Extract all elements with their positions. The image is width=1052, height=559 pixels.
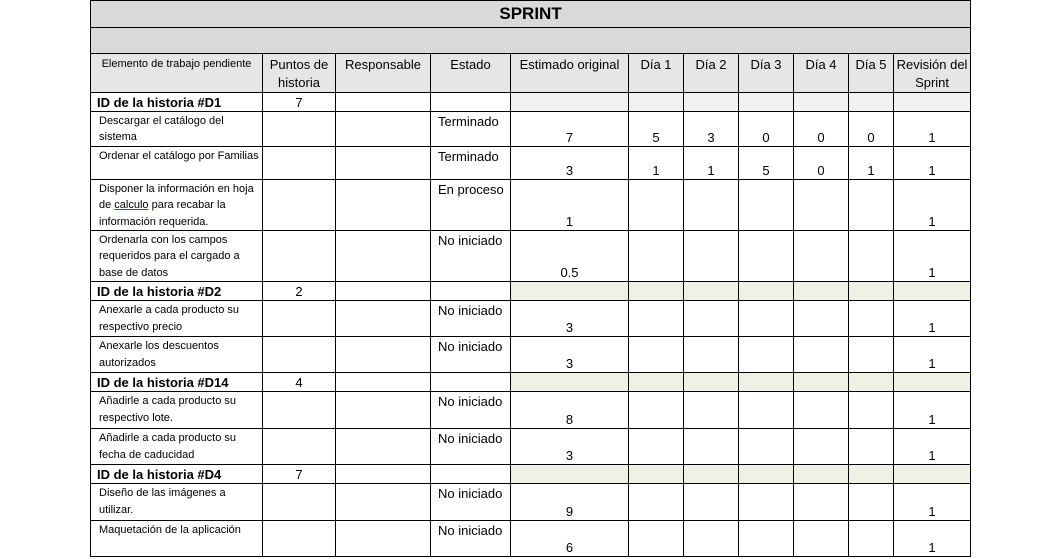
header-dia4: Día 4	[794, 54, 849, 93]
task-description: Ordenarla con los campos requeridos para el cargado a base de datos	[91, 231, 263, 282]
story-id: ID de la historia #D14	[91, 373, 263, 392]
task-dia-5	[849, 337, 894, 373]
task-dia-2: 3	[684, 112, 739, 147]
task-estado: No iniciado	[431, 429, 511, 465]
story-shaded-cell	[894, 465, 971, 484]
story-estado	[431, 282, 511, 301]
task-dia-3	[739, 337, 794, 373]
blank-band	[91, 28, 971, 54]
task-dia-3: 0	[739, 112, 794, 147]
task-dia-5	[849, 301, 894, 337]
task-dia-5: 1	[849, 146, 894, 179]
task-row	[91, 521, 971, 557]
task-dia-3	[739, 392, 794, 429]
story-points: 2	[263, 282, 336, 301]
header-row	[91, 54, 971, 93]
task-description-text: para recabar la información requerida.	[99, 199, 226, 228]
story-shaded-cell	[629, 282, 684, 301]
header-estimado: Estimado original	[511, 54, 629, 93]
task-estimado: 7	[511, 112, 629, 147]
task-dia-4: 0	[794, 112, 849, 147]
task-row	[91, 337, 971, 373]
task-points	[263, 392, 336, 429]
task-dia-1	[629, 484, 684, 521]
story-shaded-cell	[684, 282, 739, 301]
task-dia-3	[739, 521, 794, 557]
task-estimado: 3	[511, 337, 629, 373]
task-dia-3	[739, 231, 794, 282]
task-description: Ordenar el catálogo por Familias	[91, 146, 263, 179]
story-shaded-cell	[739, 373, 794, 392]
task-responsable	[336, 521, 431, 557]
task-dia-2	[684, 301, 739, 337]
header-responsable: Responsable	[336, 54, 431, 93]
task-revision: 1	[894, 179, 971, 230]
task-revision: 1	[894, 301, 971, 337]
story-shaded-cell	[794, 465, 849, 484]
task-estado: No iniciado	[431, 521, 511, 557]
task-description: Anexarle los descuentos autorizados	[91, 337, 263, 373]
story-points: 4	[263, 373, 336, 392]
task-description: Anexarle a cada producto su respectivo precio	[91, 301, 263, 337]
task-revision: 1	[894, 521, 971, 557]
task-points	[263, 146, 336, 179]
story-shaded-cell	[849, 93, 894, 112]
sprint-title: SPRINT	[91, 1, 971, 28]
task-dia-2	[684, 231, 739, 282]
task-dia-2	[684, 179, 739, 230]
task-dia-5	[849, 231, 894, 282]
task-estado: En proceso	[431, 179, 511, 230]
task-responsable	[336, 429, 431, 465]
task-revision: 1	[894, 484, 971, 521]
task-points	[263, 112, 336, 147]
task-row	[91, 301, 971, 337]
task-dia-1: 1	[629, 146, 684, 179]
task-responsable	[336, 392, 431, 429]
story-responsable	[336, 373, 431, 392]
task-dia-4	[794, 231, 849, 282]
header-dia2: Día 2	[684, 54, 739, 93]
task-dia-1	[629, 392, 684, 429]
story-points: 7	[263, 93, 336, 112]
task-estimado: 3	[511, 146, 629, 179]
task-dia-2	[684, 521, 739, 557]
task-dia-2	[684, 392, 739, 429]
story-estado	[431, 373, 511, 392]
task-dia-1	[629, 429, 684, 465]
task-description: Maquetación de la aplicación	[91, 521, 263, 557]
story-shaded-cell	[629, 93, 684, 112]
task-dia-2	[684, 337, 739, 373]
task-dia-1: 5	[629, 112, 684, 147]
task-points	[263, 301, 336, 337]
story-shaded-cell	[684, 465, 739, 484]
task-points	[263, 337, 336, 373]
story-shaded-cell	[894, 373, 971, 392]
task-dia-5	[849, 484, 894, 521]
task-description: Añadirle a cada producto su respectivo lote.	[91, 392, 263, 429]
task-estado: No iniciado	[431, 337, 511, 373]
task-estado: Terminado	[431, 112, 511, 147]
task-row	[91, 112, 971, 147]
header-elemento: Elemento de trabajo pendiente	[91, 54, 263, 93]
header-revision: Revisión del Sprint	[894, 54, 971, 93]
task-responsable	[336, 146, 431, 179]
story-shaded-cell	[794, 93, 849, 112]
task-description	[91, 179, 263, 230]
task-dia-1	[629, 301, 684, 337]
task-description: Diseño de las imágenes a utilizar.	[91, 484, 263, 521]
task-revision: 1	[894, 392, 971, 429]
story-shaded-cell	[629, 373, 684, 392]
task-row	[91, 484, 971, 521]
story-shaded-cell	[739, 93, 794, 112]
story-shaded-cell	[794, 373, 849, 392]
task-estimado: 3	[511, 429, 629, 465]
task-description: Añadirle a cada producto su fecha de caducidad	[91, 429, 263, 465]
task-dia-3	[739, 179, 794, 230]
story-responsable	[336, 93, 431, 112]
task-dia-5	[849, 392, 894, 429]
header-puntos: Puntos de historia	[263, 54, 336, 93]
task-dia-4	[794, 521, 849, 557]
story-shaded-cell	[739, 465, 794, 484]
task-estimado: 3	[511, 301, 629, 337]
task-dia-4	[794, 392, 849, 429]
story-shaded-cell	[849, 373, 894, 392]
story-row	[91, 93, 971, 112]
task-revision: 1	[894, 429, 971, 465]
task-dia-2	[684, 429, 739, 465]
task-estado: No iniciado	[431, 392, 511, 429]
story-responsable	[336, 282, 431, 301]
task-row	[91, 179, 971, 230]
story-points: 7	[263, 465, 336, 484]
task-dia-5: 0	[849, 112, 894, 147]
sprint-sheet	[90, 0, 971, 557]
task-estado: Terminado	[431, 146, 511, 179]
story-id: ID de la historia #D4	[91, 465, 263, 484]
task-row	[91, 146, 971, 179]
task-dia-2	[684, 484, 739, 521]
task-estado: No iniciado	[431, 484, 511, 521]
story-shaded-cell	[849, 282, 894, 301]
story-shaded-cell	[511, 465, 629, 484]
task-points	[263, 521, 336, 557]
task-estimado: 8	[511, 392, 629, 429]
task-dia-3	[739, 484, 794, 521]
header-dia3: Día 3	[739, 54, 794, 93]
story-shaded-cell	[511, 282, 629, 301]
task-estimado: 1	[511, 179, 629, 230]
task-dia-4: 0	[794, 146, 849, 179]
story-shaded-cell	[894, 93, 971, 112]
task-description-text: Disponer la información en hoja de	[99, 182, 254, 212]
task-description: Descargar el catálogo del sistema	[91, 112, 263, 147]
spellcheck-word: calculo	[114, 199, 149, 212]
task-revision: 1	[894, 112, 971, 147]
task-dia-5	[849, 429, 894, 465]
task-dia-4	[794, 301, 849, 337]
task-estimado: 0.5	[511, 231, 629, 282]
task-responsable	[336, 337, 431, 373]
task-dia-3	[739, 301, 794, 337]
task-dia-4	[794, 484, 849, 521]
story-shaded-cell	[794, 282, 849, 301]
task-dia-1	[629, 179, 684, 230]
header-estado: Estado	[431, 54, 511, 93]
task-points	[263, 179, 336, 230]
story-row	[91, 465, 971, 484]
story-row	[91, 373, 971, 392]
task-responsable	[336, 484, 431, 521]
task-row	[91, 231, 971, 282]
sprint-table	[90, 0, 971, 557]
task-dia-2: 1	[684, 146, 739, 179]
task-dia-1	[629, 337, 684, 373]
task-dia-3: 5	[739, 146, 794, 179]
story-shaded-cell	[739, 282, 794, 301]
story-responsable	[336, 465, 431, 484]
task-row	[91, 429, 971, 465]
task-estado: No iniciado	[431, 231, 511, 282]
task-responsable	[336, 301, 431, 337]
task-dia-4	[794, 337, 849, 373]
task-dia-1	[629, 231, 684, 282]
header-dia5: Día 5	[849, 54, 894, 93]
task-points	[263, 484, 336, 521]
task-dia-1	[629, 521, 684, 557]
task-revision: 1	[894, 146, 971, 179]
header-dia1: Día 1	[629, 54, 684, 93]
task-points	[263, 231, 336, 282]
task-dia-4	[794, 179, 849, 230]
task-estado: No iniciado	[431, 301, 511, 337]
task-revision: 1	[894, 231, 971, 282]
story-shaded-cell	[511, 373, 629, 392]
story-id: ID de la historia #D2	[91, 282, 263, 301]
story-estado	[431, 93, 511, 112]
story-shaded-cell	[629, 465, 684, 484]
task-dia-5	[849, 179, 894, 230]
story-shaded-cell	[894, 282, 971, 301]
task-responsable	[336, 231, 431, 282]
task-row	[91, 392, 971, 429]
story-id: ID de la historia #D1	[91, 93, 263, 112]
task-points	[263, 429, 336, 465]
task-estimado: 9	[511, 484, 629, 521]
task-dia-5	[849, 521, 894, 557]
story-shaded-cell	[684, 93, 739, 112]
story-shaded-cell	[511, 93, 629, 112]
story-estado	[431, 465, 511, 484]
task-responsable	[336, 179, 431, 230]
story-shaded-cell	[684, 373, 739, 392]
story-shaded-cell	[849, 465, 894, 484]
task-dia-3	[739, 429, 794, 465]
task-revision: 1	[894, 337, 971, 373]
task-dia-4	[794, 429, 849, 465]
story-row	[91, 282, 971, 301]
task-estimado: 6	[511, 521, 629, 557]
task-responsable	[336, 112, 431, 147]
